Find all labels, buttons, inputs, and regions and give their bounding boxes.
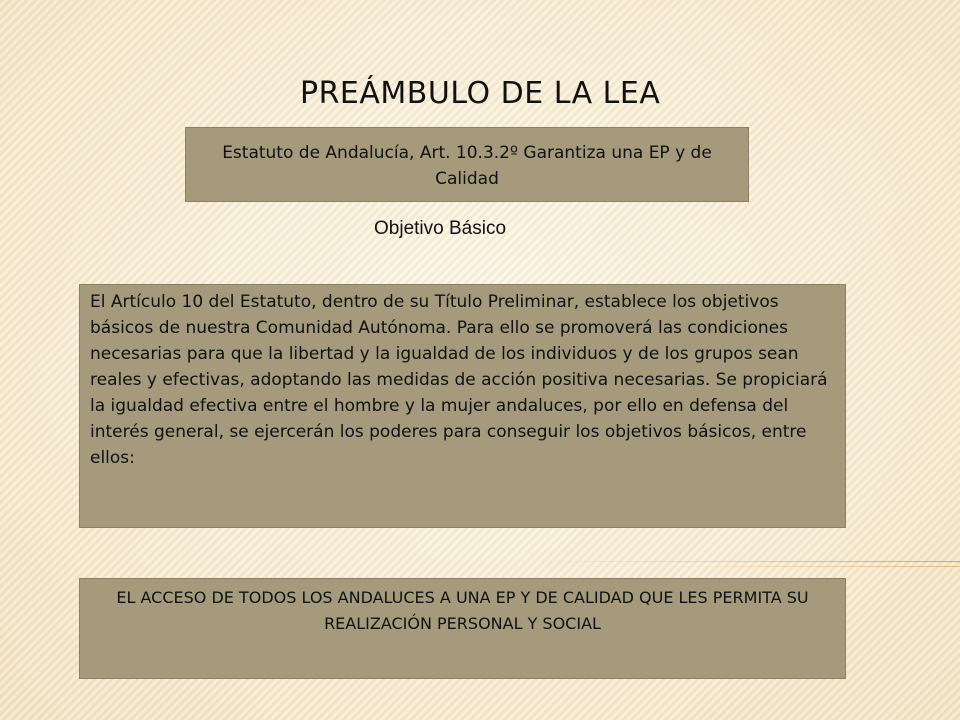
access-goal-text: EL ACCESO DE TODOS LOS ANDALUCES A UNA EP Y DE CALIDAD QUE LES PERMITA SU REALIZACIÓN PERSONAL Y SOCIAL [116,588,809,633]
decorative-line [540,561,960,562]
article-description-text: El Artículo 10 del Estatuto, dentro de su Título Preliminar, establece los objetivos básicos de nuestra Comunidad Autónoma. Para ello se promoverá las condiciones necesarias para que la libertad y la igualdad de los individuos y de los grupos sean reales y efectivas, adoptando las medidas de acción positiva necesarias. Se propiciará la igualdad efectiva entre el hombre y la mujer andaluces, por ello en defensa del interés general, se ejercerán los poderes para conseguir los objetivos básicos, entre ellos: [90,292,828,468]
statute-reference-box [185,127,749,202]
decorative-line [660,566,960,567]
article-description-box [79,284,846,528]
statute-reference-text: Estatuto de Andalucía, Art. 10.3.2º Garantiza una EP y de Calidad [222,143,712,189]
slide-title: PREÁMBULO DE LA LEA [300,76,661,111]
access-goal-box [79,578,846,679]
objective-label: Objetivo Básico [374,218,507,239]
